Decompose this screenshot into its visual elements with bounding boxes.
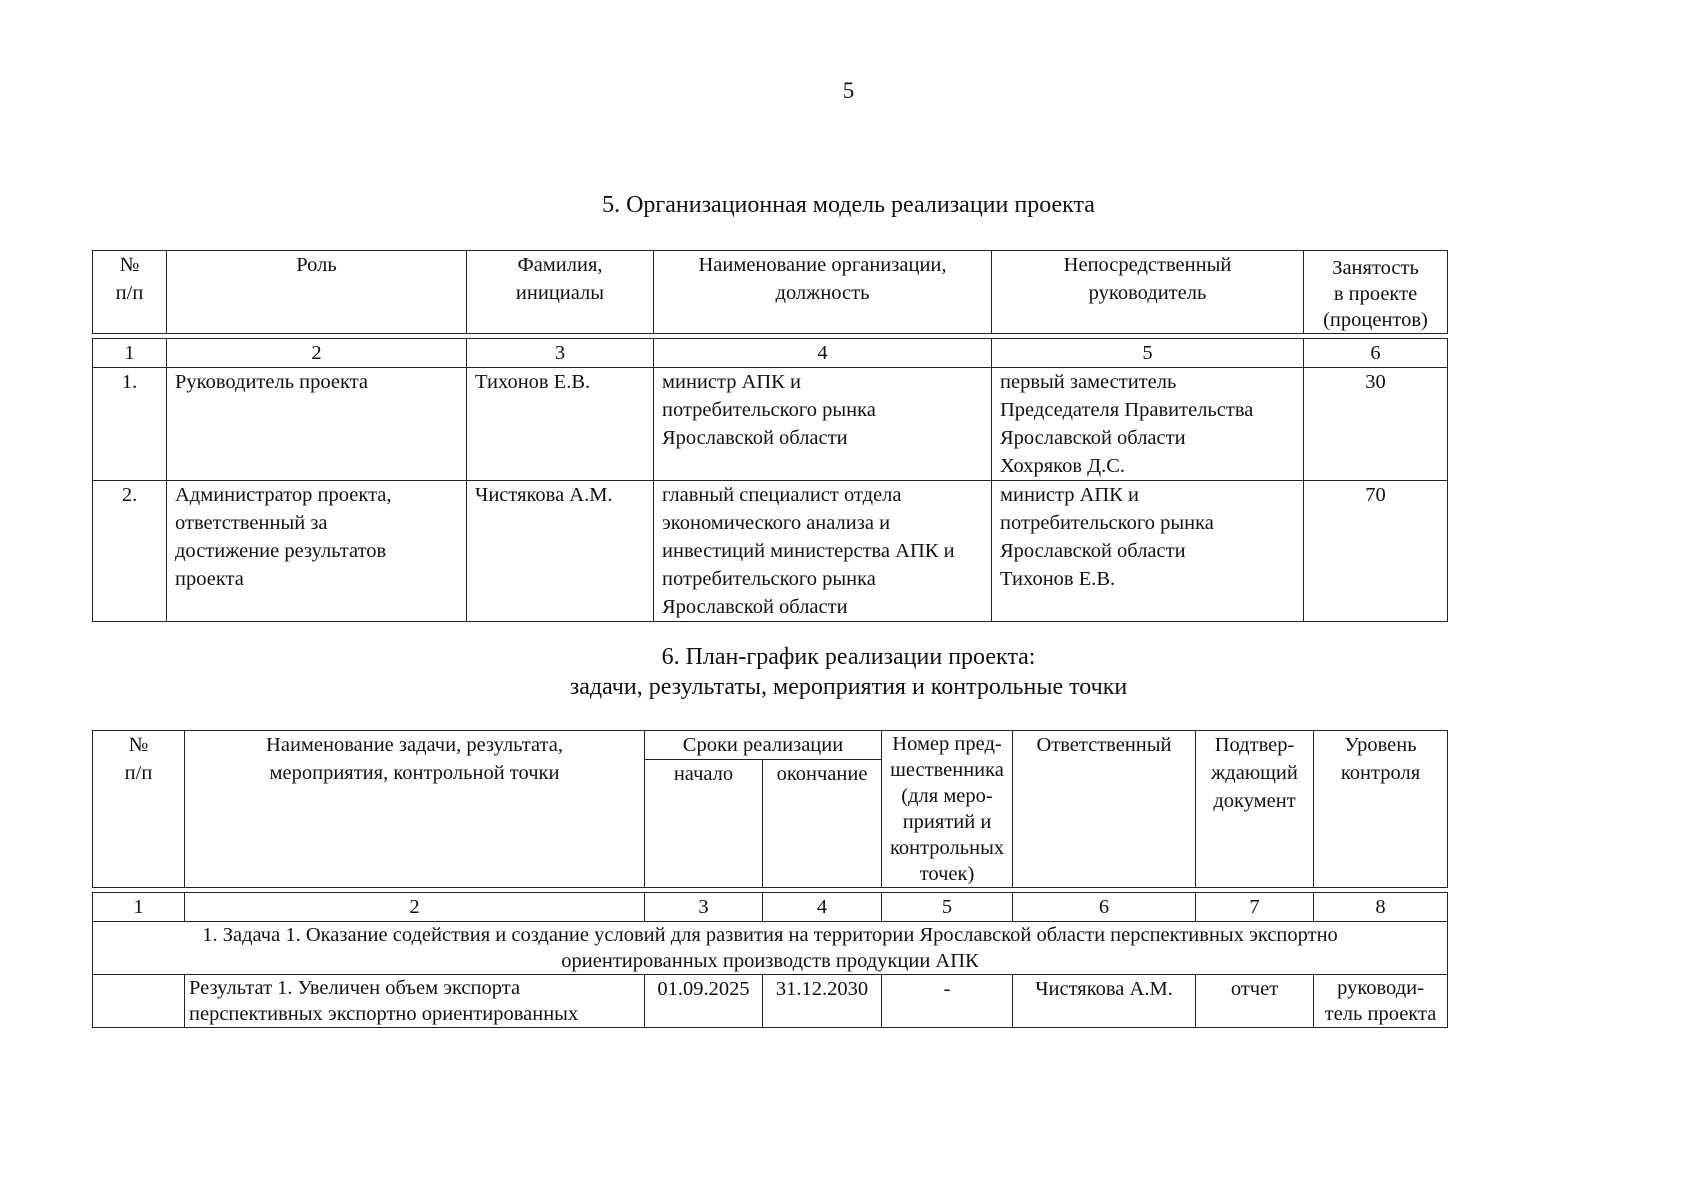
header-control: Уровень контроля xyxy=(1314,731,1448,888)
row-num: 2. xyxy=(93,481,167,622)
row-load: 70 xyxy=(1304,481,1448,622)
col-number: 1 xyxy=(93,893,185,922)
header-name: Фамилия, инициалы xyxy=(467,251,654,334)
task-1-title: 1. Задача 1. Оказание содействия и создание условий для развития на территории Ярославской области перспективных экспортно ориентированных производств продукции АПК xyxy=(93,922,1448,975)
row-load: 30 xyxy=(1304,368,1448,481)
col-number: 2 xyxy=(167,339,467,368)
header-num: № п/п xyxy=(93,731,185,888)
section-6-title-line1: 6. План-график реализации проекта: xyxy=(661,644,1036,670)
row-person: Тихонов Е.В. xyxy=(467,368,654,481)
result-start: 01.09.2025 xyxy=(645,975,763,1028)
col-number: 7 xyxy=(1196,893,1314,922)
org-row-2 xyxy=(93,481,1448,622)
row-org: главный специалист отдела экономического анализа и инвестиций министерства АПК и потребительского рынка Ярославской области xyxy=(654,481,992,622)
result-predecessor: - xyxy=(882,975,1013,1028)
row-manager: министр АПК и потребительского рынка Ярославской области Тихонов Е.В. xyxy=(992,481,1304,622)
col-number: 1 xyxy=(93,339,167,368)
result-responsible: Чистякова А.М. xyxy=(1013,975,1196,1028)
col-number: 8 xyxy=(1314,893,1448,922)
col-number: 4 xyxy=(763,893,882,922)
org-header-row xyxy=(93,251,1448,334)
header-document: Подтвер- ждающий документ xyxy=(1196,731,1314,888)
result-row xyxy=(93,975,1448,1028)
schedule-header-row-1 xyxy=(93,731,1448,760)
header-responsible: Ответственный xyxy=(1013,731,1196,888)
section-5-title: 5. Организационная модель реализации проекта xyxy=(602,192,1095,218)
row-role: Администратор проекта, ответственный за достижение результатов проекта xyxy=(167,481,467,622)
row-org: министр АПК и потребительского рынка Ярославской области xyxy=(654,368,992,481)
header-load: Занятость в проекте (процентов) xyxy=(1304,251,1448,334)
col-number: 6 xyxy=(1013,893,1196,922)
header-start: начало xyxy=(645,760,763,888)
section-6-title-line2: задачи, результаты, мероприятия и контрольные точки xyxy=(569,674,1128,700)
schedule-table xyxy=(92,730,1448,1028)
result-document: отчет xyxy=(1196,975,1314,1028)
header-num: № п/п xyxy=(93,251,167,334)
row-person: Чистякова А.М. xyxy=(467,481,654,622)
header-role: Роль xyxy=(167,251,467,334)
header-terms: Сроки реализации xyxy=(645,731,882,760)
header-predecessor: Номер пред- шественника (для меро- приятий и контрольных точек) xyxy=(882,731,1013,888)
col-number: 2 xyxy=(185,893,645,922)
org-model-table xyxy=(92,250,1448,622)
task-row xyxy=(93,922,1448,975)
result-name: Результат 1. Увеличен объем экспорта перспективных экспортно ориентированных xyxy=(185,975,645,1028)
col-number: 6 xyxy=(1304,339,1448,368)
col-number: 3 xyxy=(645,893,763,922)
page-number: 5 xyxy=(842,78,855,103)
result-control: руководи- тель проекта xyxy=(1314,975,1448,1028)
schedule-col-number-row xyxy=(93,893,1448,922)
org-row-1 xyxy=(93,368,1448,481)
col-number: 5 xyxy=(882,893,1013,922)
header-org: Наименование организации, должность xyxy=(654,251,992,334)
row-num: 1. xyxy=(93,368,167,481)
col-number: 4 xyxy=(654,339,992,368)
org-col-number-row xyxy=(93,339,1448,368)
col-number: 3 xyxy=(467,339,654,368)
header-task-name: Наименование задачи, результата, мероприятия, контрольной точки xyxy=(185,731,645,888)
header-manager: Непосредственный руководитель xyxy=(992,251,1304,334)
col-number: 5 xyxy=(992,339,1304,368)
header-end: окончание xyxy=(763,760,882,888)
row-manager: первый заместитель Председателя Правительства Ярославской области Хохряков Д.С. xyxy=(992,368,1304,481)
result-num xyxy=(93,975,185,1028)
row-role: Руководитель проекта xyxy=(167,368,467,481)
result-end: 31.12.2030 xyxy=(763,975,882,1028)
